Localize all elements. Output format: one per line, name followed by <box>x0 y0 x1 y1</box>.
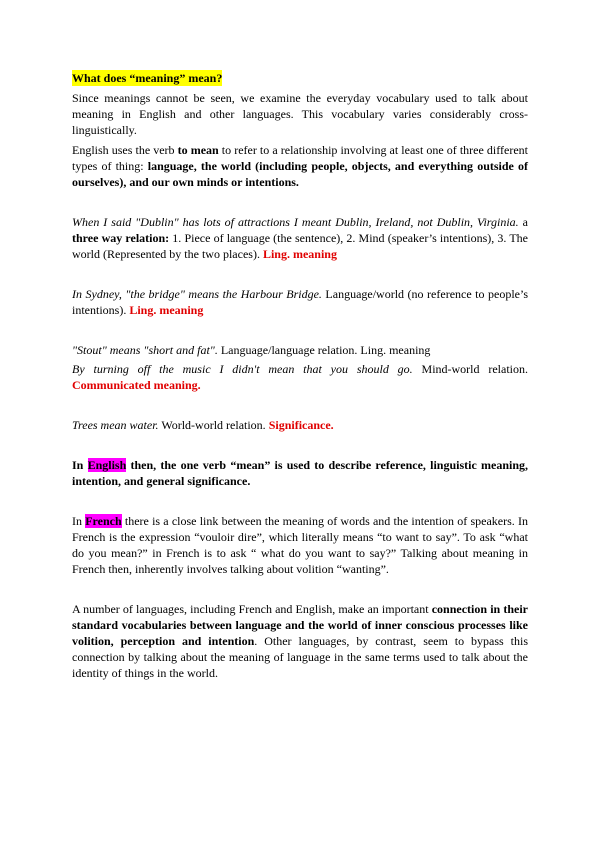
example-sentence: By turning off the music I didn't mean that you should go. <box>72 362 413 376</box>
text-run-bold: language, the world (including people, objects, and everything outside of ourselves), and our own minds or intentions. <box>72 159 528 189</box>
document-page <box>72 70 528 681</box>
text-run: a <box>518 215 528 229</box>
text-run: Language/language relation. Ling. meaning <box>217 343 431 357</box>
paragraph-intro <box>72 90 528 138</box>
text-run: World-world relation. <box>158 418 269 432</box>
page-title: What does “meaning” mean? <box>72 71 223 85</box>
label-ling-meaning: Ling. meaning <box>129 303 204 317</box>
label-ling-meaning: Ling. meaning <box>262 247 337 261</box>
text-run: then, the one verb “mean” is used to describe reference, linguistic meaning, intention, and general significance. <box>72 458 529 488</box>
paragraph-english-summary <box>72 457 528 489</box>
example-sentence: "Stout" means "short and fat". <box>72 343 218 357</box>
paragraph-languages-connection <box>72 601 528 681</box>
highlight-english: English <box>87 458 127 472</box>
example-sentence: Trees mean water. <box>72 418 159 432</box>
paragraph-trees-example <box>72 417 528 433</box>
text-run-bold: three way relation: <box>72 231 170 245</box>
example-sentence: When I said "Dublin" has lots of attractions I meant Dublin, Ireland, not Dublin, Virginia. <box>72 215 519 229</box>
text-run: . Other languages, by contrast, seem to bypass this connection by talking about the meaning of language in the same terms used to talk about the identity of things in the world. <box>72 634 528 680</box>
example-sentence: In Sydney, "the bridge" means the Harbour Bridge. <box>72 287 322 301</box>
text-run: A number of languages, including French and English, make an important <box>72 602 432 616</box>
text-run: In <box>72 458 88 472</box>
text-run: In <box>72 514 86 528</box>
text-run-bold: connection in their standard vocabularies between language and the world of inner conscious processes like volition, perception and intention <box>72 602 528 648</box>
text-run: English uses the verb <box>72 143 178 157</box>
paragraph-dublin-example <box>72 214 528 262</box>
paragraph-english-verb <box>72 142 528 190</box>
section-title <box>72 70 528 86</box>
text-run: 1. Piece of language (the sentence), 2. Mind (speaker’s intentions), 3. The world (Represented by the two places). <box>72 231 528 261</box>
paragraph-music-example <box>72 361 528 393</box>
paragraph-french <box>72 513 528 577</box>
text-run-bold: to mean <box>177 143 219 157</box>
text-run: Language/world (no reference to people’s intentions). <box>72 287 529 317</box>
intro-text: Since meanings cannot be seen, we examine the everyday vocabulary used to talk about meaning in English and other languages. This vocabulary varies considerably cross-linguistically. <box>72 91 528 137</box>
paragraph-sydney-example <box>72 286 528 318</box>
paragraph-stout-example <box>72 342 528 358</box>
text-run: to refer to a relationship involving at least one of three different types of thing: <box>72 143 528 173</box>
text-run: there is a close link between the meaning of words and the intention of speakers. In French is the expression “vouloir dire”, which literally means “to want to say”. To ask “what do you mean?” in French is to ask “ what do you want to say?” Talking about meaning in French then, inherently involves talking about volition “wanting”. <box>72 514 528 576</box>
label-significance: Significance. <box>268 418 334 432</box>
label-communicated-meaning: Communicated meaning. <box>72 378 201 392</box>
highlight-french: French <box>85 514 122 528</box>
text-run: Mind-world relation. <box>412 362 528 376</box>
